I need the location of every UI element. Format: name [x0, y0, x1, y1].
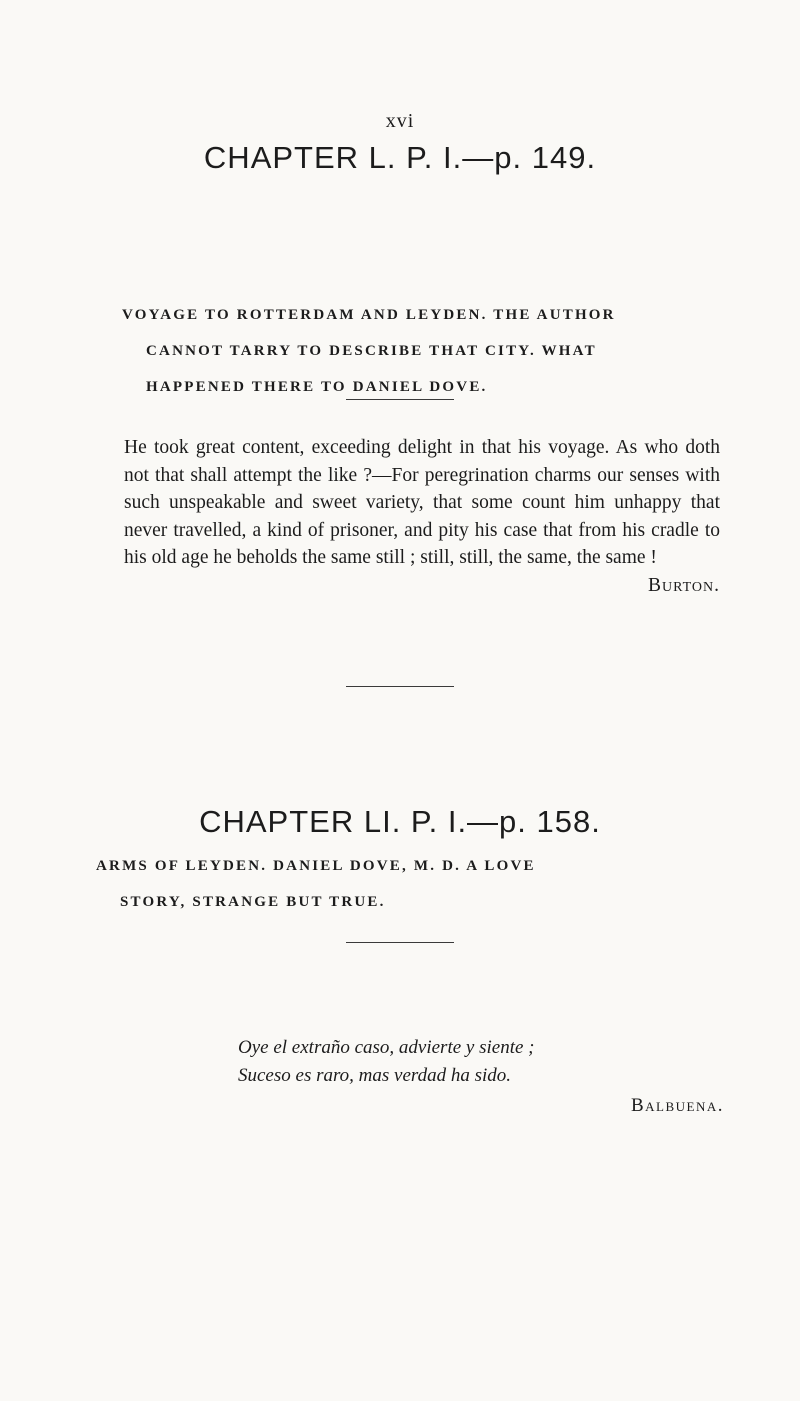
epigraph-attribution: Burton.	[647, 574, 720, 596]
section-divider	[346, 942, 454, 943]
chapter-summary	[122, 297, 722, 405]
summary-line: HAPPENED THERE TO DANIEL DOVE.	[146, 379, 488, 395]
epigraph	[124, 434, 720, 599]
verse-line: Suceso es raro, mas verdad ha sido.	[238, 1065, 512, 1086]
verse-line: Oye el extraño caso, advierte y siente ;	[238, 1037, 535, 1058]
verse-attribution: Balbuena.	[630, 1095, 724, 1116]
page-number: xvi	[385, 110, 415, 132]
chapter-heading: CHAPTER L. P. I.—p. 149.	[203, 140, 597, 175]
verse-epigraph	[238, 1034, 728, 1120]
section-divider	[346, 399, 454, 400]
chapter-heading: CHAPTER LI. P. I.—p. 158.	[199, 804, 601, 839]
epigraph-text: He took great content, exceeding delight in that his voyage. As who doth not that shall attempt the like ?—For peregrination charms our senses with such unspeakable and sweet variety, that some count him unhappy that never travelled, a kind of prisoner, and pity his case that from his cradle to his old age he beholds the same still ; still, still, the same, the same !	[124, 437, 720, 568]
summary-line: STORY, STRANGE BUT TRUE.	[120, 894, 386, 910]
section-divider	[346, 686, 454, 687]
chapter-summary	[96, 848, 724, 920]
summary-line: ARMS OF LEYDEN. DANIEL DOVE, M. D. A LOVE	[96, 858, 536, 874]
summary-line: CANNOT TARRY TO DESCRIBE THAT CITY. WHAT	[146, 343, 597, 359]
summary-line: VOYAGE TO ROTTERDAM AND LEYDEN. THE AUTHOR	[122, 307, 616, 323]
